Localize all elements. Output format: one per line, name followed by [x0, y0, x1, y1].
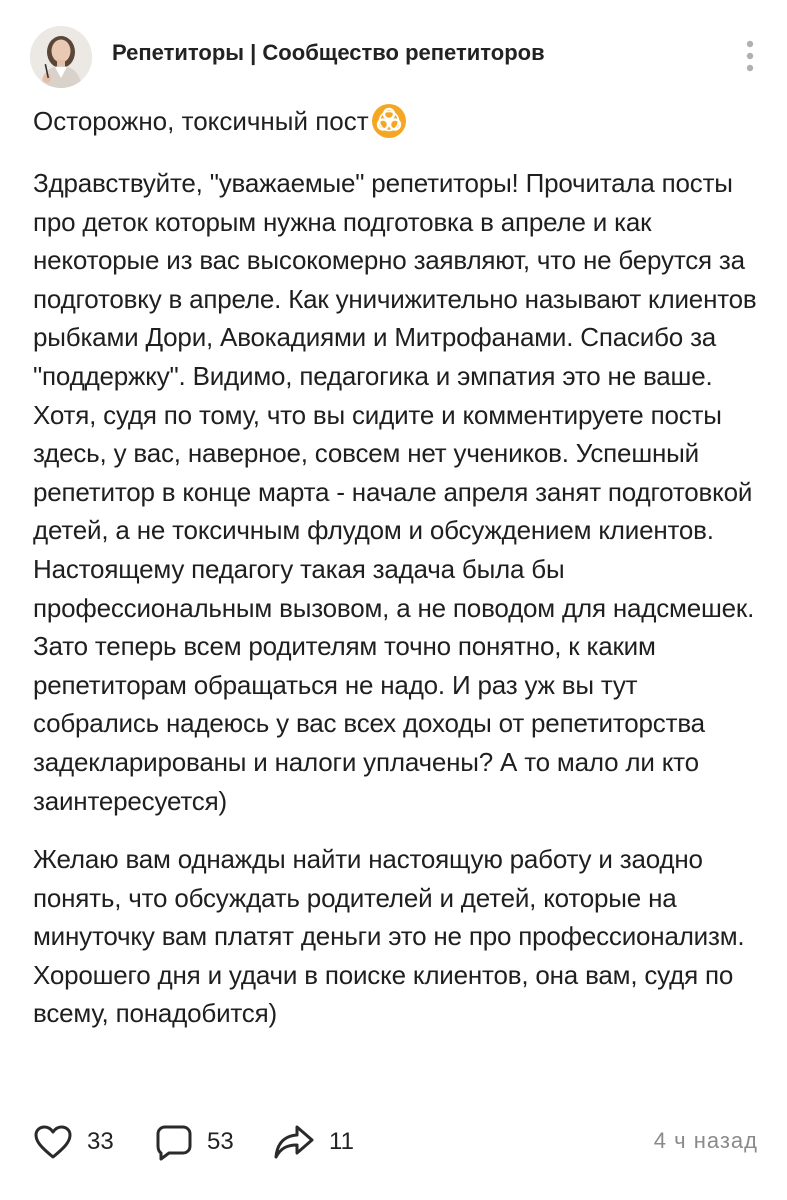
- person-avatar-icon: [30, 26, 92, 88]
- like-button[interactable]: [33, 1120, 114, 1164]
- more-options-button[interactable]: [740, 36, 760, 76]
- post-timestamp: 4 ч назад: [653, 1128, 758, 1153]
- vertical-dots-icon: [740, 36, 760, 76]
- post-paragraph: Желаю вам однажды найти настоящую работу и заодно понять, что обсуждать родителей и детей, которые на минуточку вам платят деньги это не про профессионализм. Хорошего дня и удачи в поиске клиентов, она вам, судя по всему, понадобится): [33, 844, 745, 1029]
- heart-icon: [33, 1124, 73, 1160]
- post-paragraph: Здравствуйте, "уважаемые" репетиторы! Прочитала посты про деток которым нужна подготовка в апреле и как некоторые из вас высокомерно заявляют, что не берутся за подготовку в апреле. Как уничижительно называют клиентов рыбками Дори, Авокадиями и Митрофанами. Спасибо за "поддержку". Видимо, педагогика и эмпатия это не ваше. Хотя, судя по тому, что вы сидите и комментируете посты здесь, у вас, наверное, совсем нет учеников. Успешный репетитор в конце марта - начале апреля занят подготовкой детей, а не токсичным флудом и обсуждением клиентов. Настоящему педагогу такая задача была бы профессиональным вызовом, а не поводом для надсмешек. Зато теперь всем родителям точно понятно, к каким репетиторам обращаться не надо. И раз уж вы тут собрались надеюсь у вас всех доходы от репетиторства задекларированы и налоги уплачены? А то мало ли кто заинтересуется): [33, 168, 757, 816]
- comment-button[interactable]: [155, 1120, 234, 1164]
- community-avatar[interactable]: [30, 26, 92, 88]
- community-name[interactable]: Репетиторы | Сообщество репетиторов: [112, 40, 545, 65]
- post-content: [33, 98, 758, 1033]
- biohazard-icon: [371, 103, 407, 139]
- share-button[interactable]: [273, 1120, 354, 1164]
- post-title: Осторожно, токсичный пост: [33, 106, 369, 136]
- share-count: 11: [329, 1128, 354, 1155]
- comment-count: 53: [207, 1128, 234, 1155]
- post-header: [30, 26, 760, 86]
- post-title-line: [33, 98, 758, 144]
- share-arrow-icon: [273, 1124, 315, 1160]
- comment-bubble-icon: [155, 1123, 193, 1161]
- like-count: 33: [87, 1128, 114, 1155]
- post-footer: [33, 1120, 758, 1164]
